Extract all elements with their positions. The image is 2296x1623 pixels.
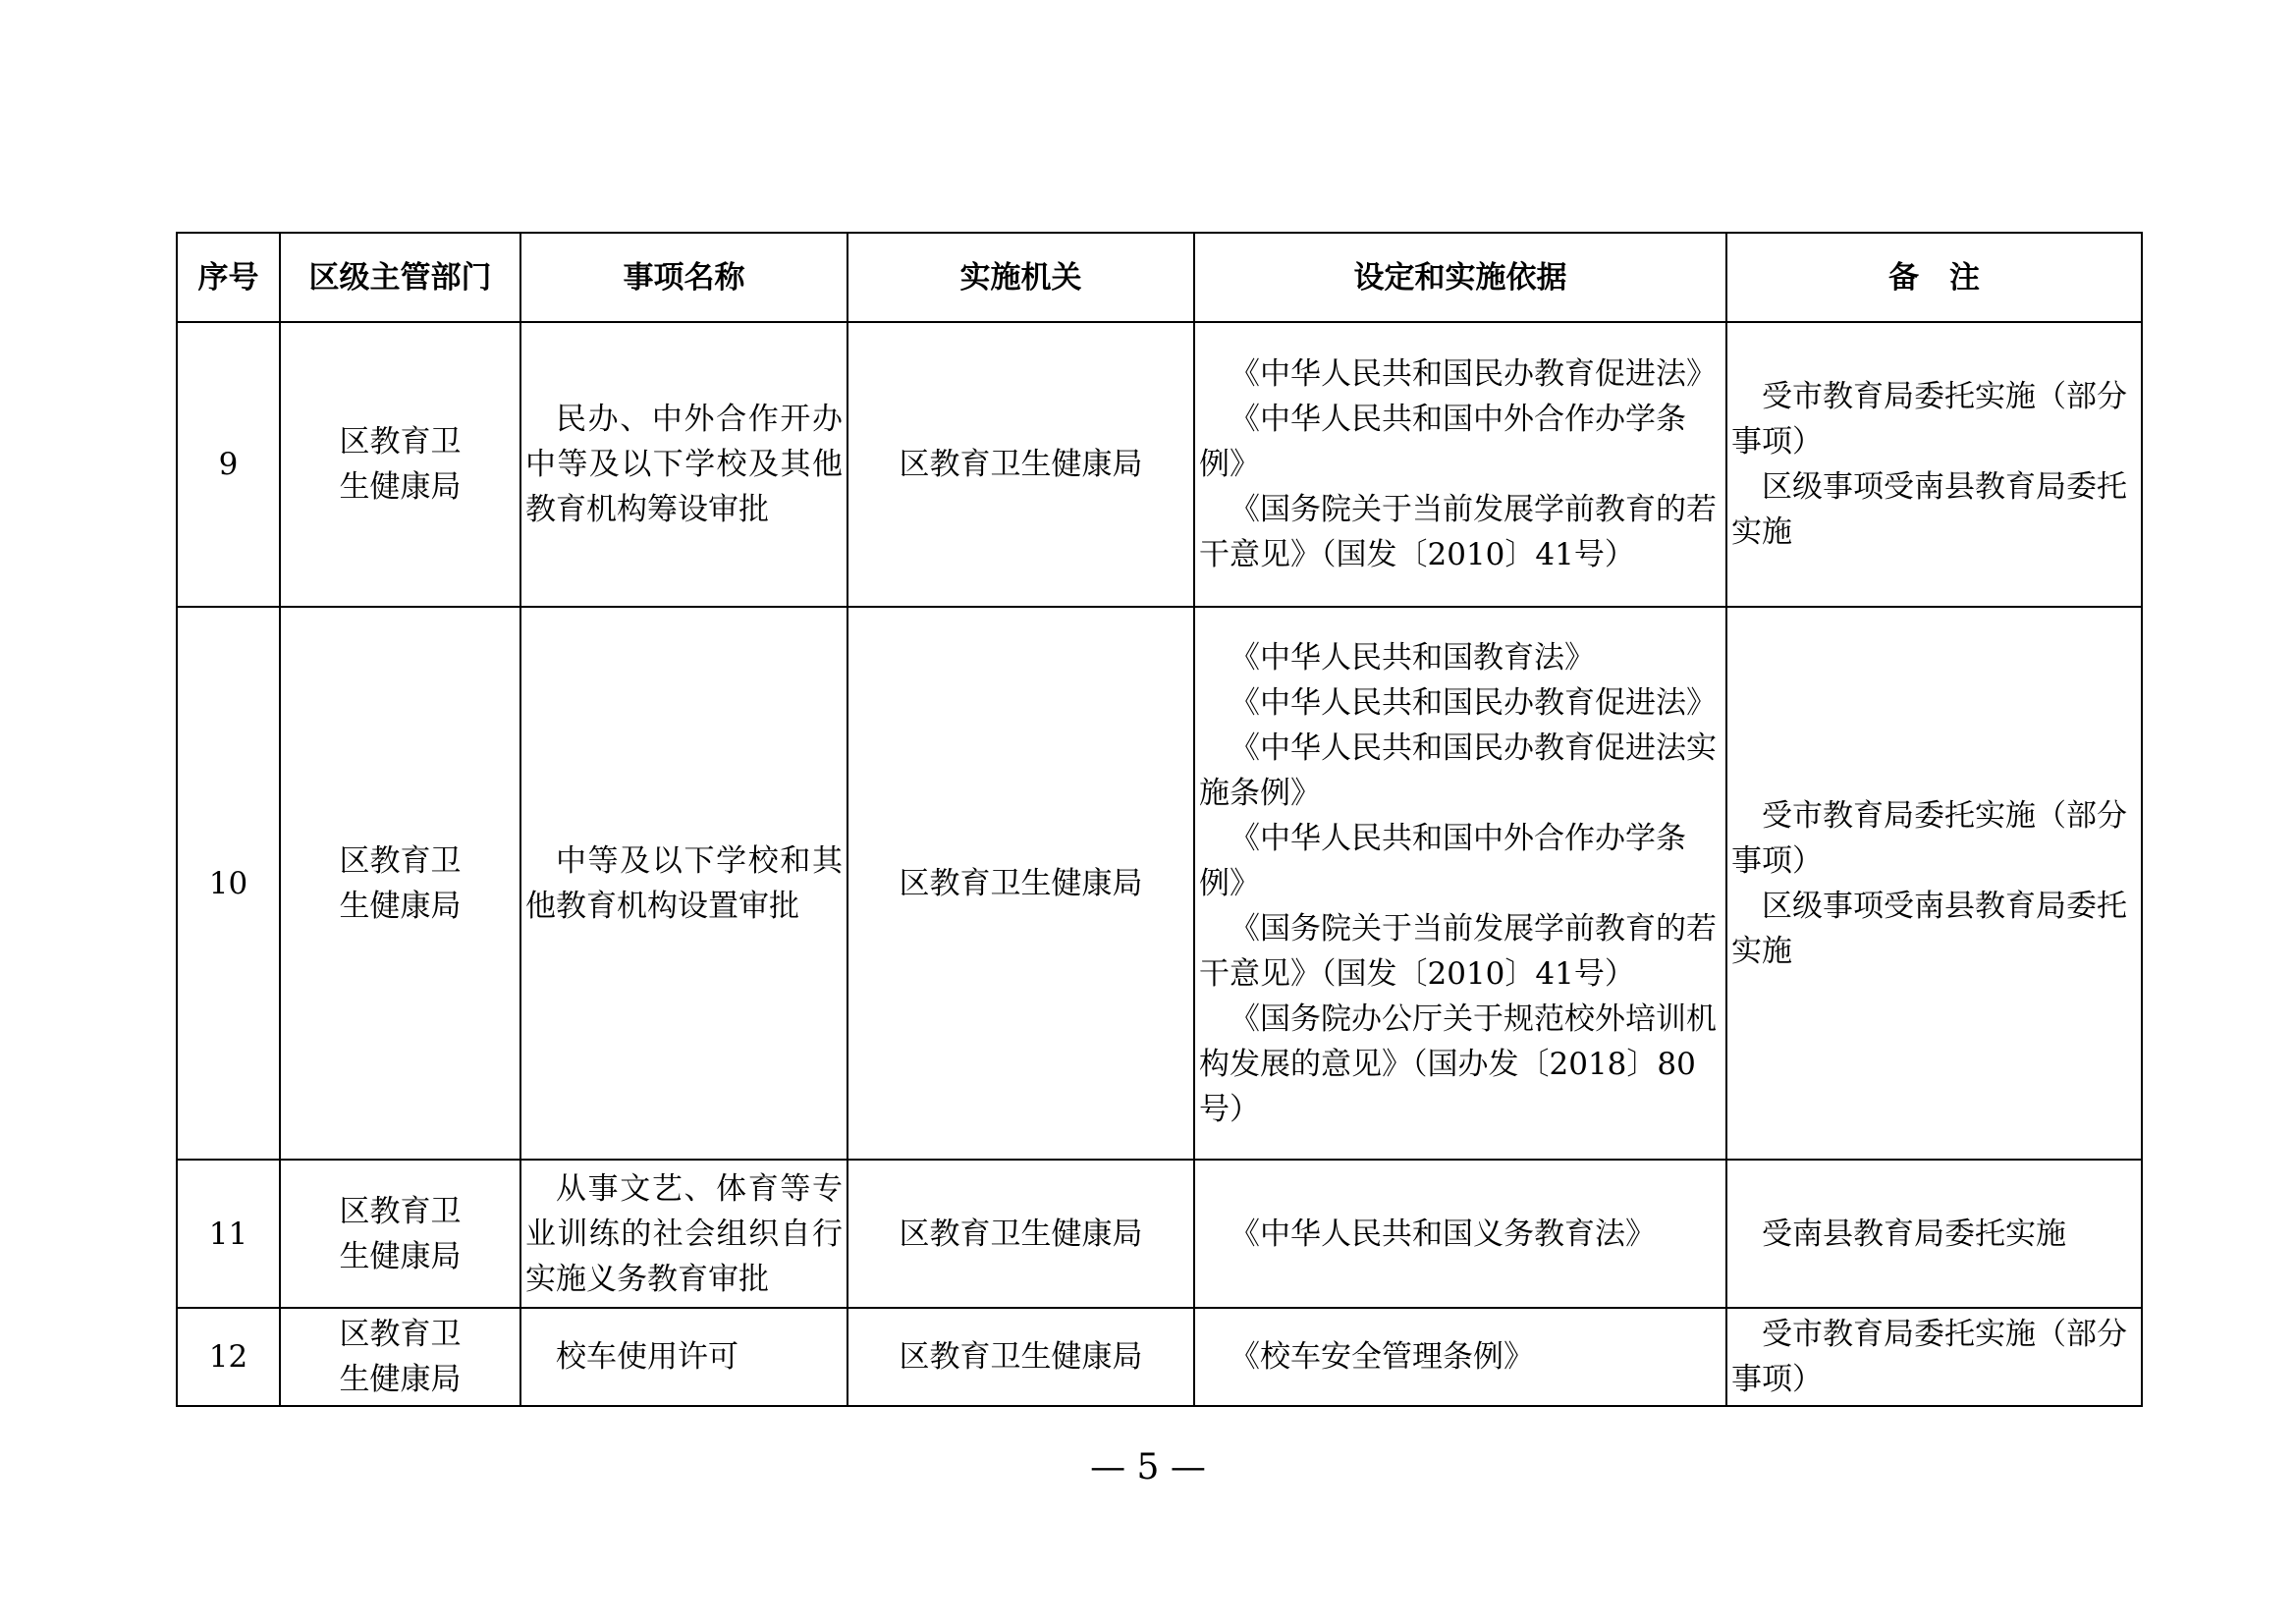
row-remarks xyxy=(1726,607,2142,1160)
header-agency: 实施机关 xyxy=(847,233,1194,322)
row-index: 11 xyxy=(177,1160,280,1308)
row-item-name: 民办、中外合作开办中等及以下学校及其他教育机构筹设审批 xyxy=(520,322,847,607)
table-row xyxy=(177,1160,2142,1308)
remark-line: 受南县教育局委托实施 xyxy=(1762,1216,2066,1252)
row-remarks xyxy=(1726,322,2142,607)
row-item-name: 校车使用许可 xyxy=(520,1308,847,1406)
header-department: 区级主管部门 xyxy=(280,233,520,322)
basis-line: 《中华人民共和国教育法》 xyxy=(1230,639,1595,676)
remark-line: 受市教育局委托实施（部分事项） xyxy=(1731,379,2127,460)
row-index: 10 xyxy=(177,607,280,1160)
row-basis xyxy=(1194,322,1726,607)
row-remarks xyxy=(1726,1308,2142,1406)
header-remarks: 备 注 xyxy=(1726,233,2142,322)
row-agency: 区教育卫生健康局 xyxy=(847,1308,1194,1406)
basis-line: 《国务院关于当前发展学前教育的若干意见》（国发〔2010〕41号） xyxy=(1199,492,1717,572)
row-department: 区教育卫生健康局 xyxy=(280,1160,520,1308)
basis-line: 《中华人民共和国中外合作办学条例》 xyxy=(1199,402,1686,482)
table-row xyxy=(177,1308,2142,1406)
remark-line: 区级事项受南县教育局委托实施 xyxy=(1731,888,2127,969)
basis-line: 《中华人民共和国义务教育法》 xyxy=(1230,1216,1656,1252)
table-row xyxy=(177,607,2142,1160)
row-department: 区教育卫生健康局 xyxy=(280,322,520,607)
remark-line: 受市教育局委托实施（部分事项） xyxy=(1731,1317,2127,1397)
row-basis xyxy=(1194,1308,1726,1406)
row-remarks xyxy=(1726,1160,2142,1308)
row-department: 区教育卫生健康局 xyxy=(280,607,520,1160)
basis-line: 《校车安全管理条例》 xyxy=(1230,1339,1534,1375)
items-table xyxy=(176,232,2143,1407)
basis-line: 《中华人民共和国民办教育促进法》 xyxy=(1230,684,1717,721)
row-basis xyxy=(1194,607,1726,1160)
basis-line: 《中华人民共和国中外合作办学条例》 xyxy=(1199,820,1686,901)
remark-line: 区级事项受南县教育局委托实施 xyxy=(1731,469,2127,550)
table-row xyxy=(177,322,2142,607)
row-basis xyxy=(1194,1160,1726,1308)
row-department: 区教育卫生健康局 xyxy=(280,1308,520,1406)
remark-line: 受市教育局委托实施（部分事项） xyxy=(1731,797,2127,879)
header-item-name: 事项名称 xyxy=(520,233,847,322)
header-index: 序号 xyxy=(177,233,280,322)
row-agency: 区教育卫生健康局 xyxy=(847,322,1194,607)
row-item-name: 中等及以下学校和其他教育机构设置审批 xyxy=(520,607,847,1160)
basis-line: 《中华人民共和国民办教育促进法实施条例》 xyxy=(1199,730,1717,811)
row-agency: 区教育卫生健康局 xyxy=(847,607,1194,1160)
basis-line: 《国务院关于当前发展学前教育的若干意见》（国发〔2010〕41号） xyxy=(1199,910,1717,992)
basis-line: 《中华人民共和国民办教育促进法》 xyxy=(1230,356,1717,392)
basis-line: 《国务院办公厅关于规范校外培训机构发展的意见》（国办发〔2018〕80号） xyxy=(1199,1001,1717,1127)
row-agency: 区教育卫生健康局 xyxy=(847,1160,1194,1308)
page-number: — 5 — xyxy=(1090,1447,1206,1488)
row-item-name: 从事文艺、体育等专业训练的社会组织自行实施义务教育审批 xyxy=(520,1160,847,1308)
table-header-row xyxy=(177,233,2142,322)
header-basis: 设定和实施依据 xyxy=(1194,233,1726,322)
row-index: 12 xyxy=(177,1308,280,1406)
row-index: 9 xyxy=(177,322,280,607)
